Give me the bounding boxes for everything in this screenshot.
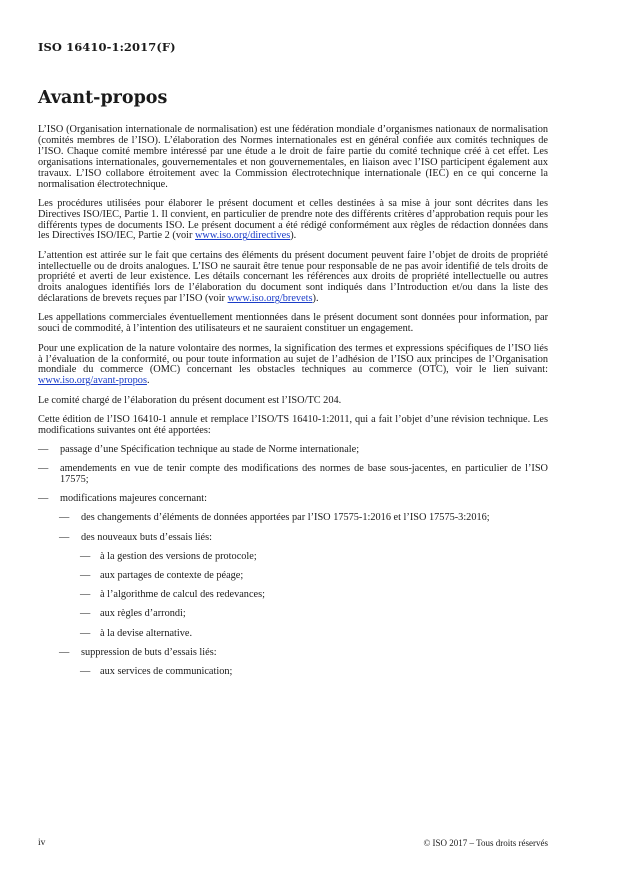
list-item-text: des changements d’éléments de données apportées par l’ISO 17575-1:2016 et l’ISO 17575-3:2016; [81, 512, 490, 524]
list-item-text: aux partages de contexte de péage; [100, 569, 244, 581]
list-item-text: aux règles d’arrondi; [100, 608, 186, 620]
list-item [38, 533, 548, 544]
list-item [38, 494, 548, 505]
paragraph-patents-text: L’attention est attirée sur le fait que certains des éléments du présent document peuvent faire l’objet de droits de propriété intellectuelle ou de droits analogues. L’ISO ne saurait être tenue pour responsable de ne pas avoir identifié de tels droits de propriété et averti de leur existence. Les détails concernant les références aux droits de propriété intellectuelle ou autres droits analogues identifiés lors de l’élaboration du document sont indiqués dans l’Introduction et/ou dans la liste des déclarations de brevets reçues par l’ISO (voir [38, 249, 548, 305]
list-dash: — [38, 463, 49, 475]
page-title: Avant-propos [38, 88, 168, 108]
paragraph-edition: Cette édition de l’ISO 16410-1 annule et remplace l’ISO/TS 16410-1:2011, qui a fait l’objet d’une révision technique. Les modifications suivantes ont été apportées: [38, 413, 548, 436]
list-item [38, 513, 548, 524]
list-item [38, 552, 548, 563]
list-dash: — [80, 569, 91, 581]
list-dash: — [59, 646, 70, 658]
paragraph-trade-names: Les appellations commerciales éventuellement mentionnées dans le présent document sont données pour information, par souci de commodité, à l’intention des utilisateurs et ne sauraient constituer un engagement. [38, 312, 548, 335]
paragraph-procedures-text: Les procédures utilisées pour élaborer le présent document et celles destinées à sa mise à jour sont décrites dans les Directives ISO/IEC, Partie 1. Il convient, en particulier de prendre note des différents critères d’approbation requis pour les différents types de documents ISO. Le présent document a été rédigé conformément aux règles de rédaction données dans les Directives ISO/IEC, Partie 2 (voir [38, 197, 548, 242]
paragraph-iso-intro: L’ISO (Organisation internationale de normalisation) est une fédération mondiale d’organismes nationaux de normalisation (comités membres de l’ISO). L’élaboration des Normes internationales est en général confiée aux comités techniques de l’ISO. Chaque comité membre intéressé par une étude a le droit de faire partie du comité technique créé à cet effet. Les organisations internationales, gouvernementales et non gouvernementales, en liaison avec l’ISO participent également aux travaux. L’ISO collabore étroitement avec la Commission électrotechnique internationale (IEC) en ce qui concerne la normalisation électrotechnique. [38, 124, 548, 190]
list-dash: — [38, 493, 49, 505]
foreword-link[interactable]: www.iso.org/avant-propos [38, 375, 147, 387]
list-item [38, 464, 548, 486]
list-item-text: modifications majeures concernant: [60, 493, 207, 505]
paragraph-voluntary-nature [38, 344, 548, 388]
document-id: ISO 16410-1:2017(F) [38, 40, 176, 54]
list-item-text: amendements en vue de tenir compte des modifications des normes de base sous-jacentes, en particulier de l’ISO 17575; [60, 463, 548, 485]
paragraph-patents [38, 251, 548, 306]
list-dash: — [59, 512, 70, 524]
list-item [38, 445, 548, 456]
list-item-text: à la devise alternative. [100, 627, 193, 639]
paragraph-voluntary-end: . [146, 375, 150, 387]
paragraph-patents-end: ). [312, 293, 319, 305]
list-item [38, 629, 548, 640]
body-content [38, 125, 548, 686]
list-dash: — [80, 550, 91, 562]
page-number: iv [38, 838, 46, 848]
list-dash: — [80, 608, 91, 620]
list-item-text: passage d’une Spécification technique au stade de Norme internationale; [60, 443, 360, 455]
list-dash: — [59, 531, 70, 543]
paragraph-committee: Le comité chargé de l’élaboration du présent document est l’ISO/TC 204. [38, 394, 342, 406]
list-dash: — [80, 589, 91, 601]
paragraph-voluntary-text: Pour une explication de la nature volontaire des normes, la signification des termes et expressions spécifiques de l’ISO liés à l’évaluation de la conformité, ou pour toute information au sujet de l’adhésion de l’ISO aux principes de l’Organisation mondiale du commerce (OMC) concernant les obstacles techniques au commerce (OTC), voir le lien suivant: [38, 342, 548, 376]
list-item-text: suppression de buts d’essais liés: [81, 646, 217, 658]
list-dash: — [80, 665, 91, 677]
list-item [38, 667, 548, 678]
list-item-text: à la gestion des versions de protocole; [100, 550, 257, 562]
list-dash: — [38, 443, 49, 455]
list-dash: — [80, 627, 91, 639]
patents-link[interactable]: www.iso.org/brevets [227, 293, 313, 305]
paragraph-procedures-end: ). [290, 230, 297, 242]
list-item [38, 571, 548, 582]
list-item [38, 609, 548, 620]
list-item [38, 590, 548, 601]
list-item [38, 648, 548, 659]
list-item-text: à l’algorithme de calcul des redevances; [100, 589, 265, 601]
paragraph-procedures [38, 199, 548, 243]
list-item-text: aux services de communication; [100, 665, 233, 677]
directives-link[interactable]: www.iso.org/directives [195, 230, 291, 242]
copyright-notice: © ISO 2017 – Tous droits réservés [423, 838, 548, 848]
list-item-text: des nouveaux buts d’essais liés: [81, 531, 212, 543]
